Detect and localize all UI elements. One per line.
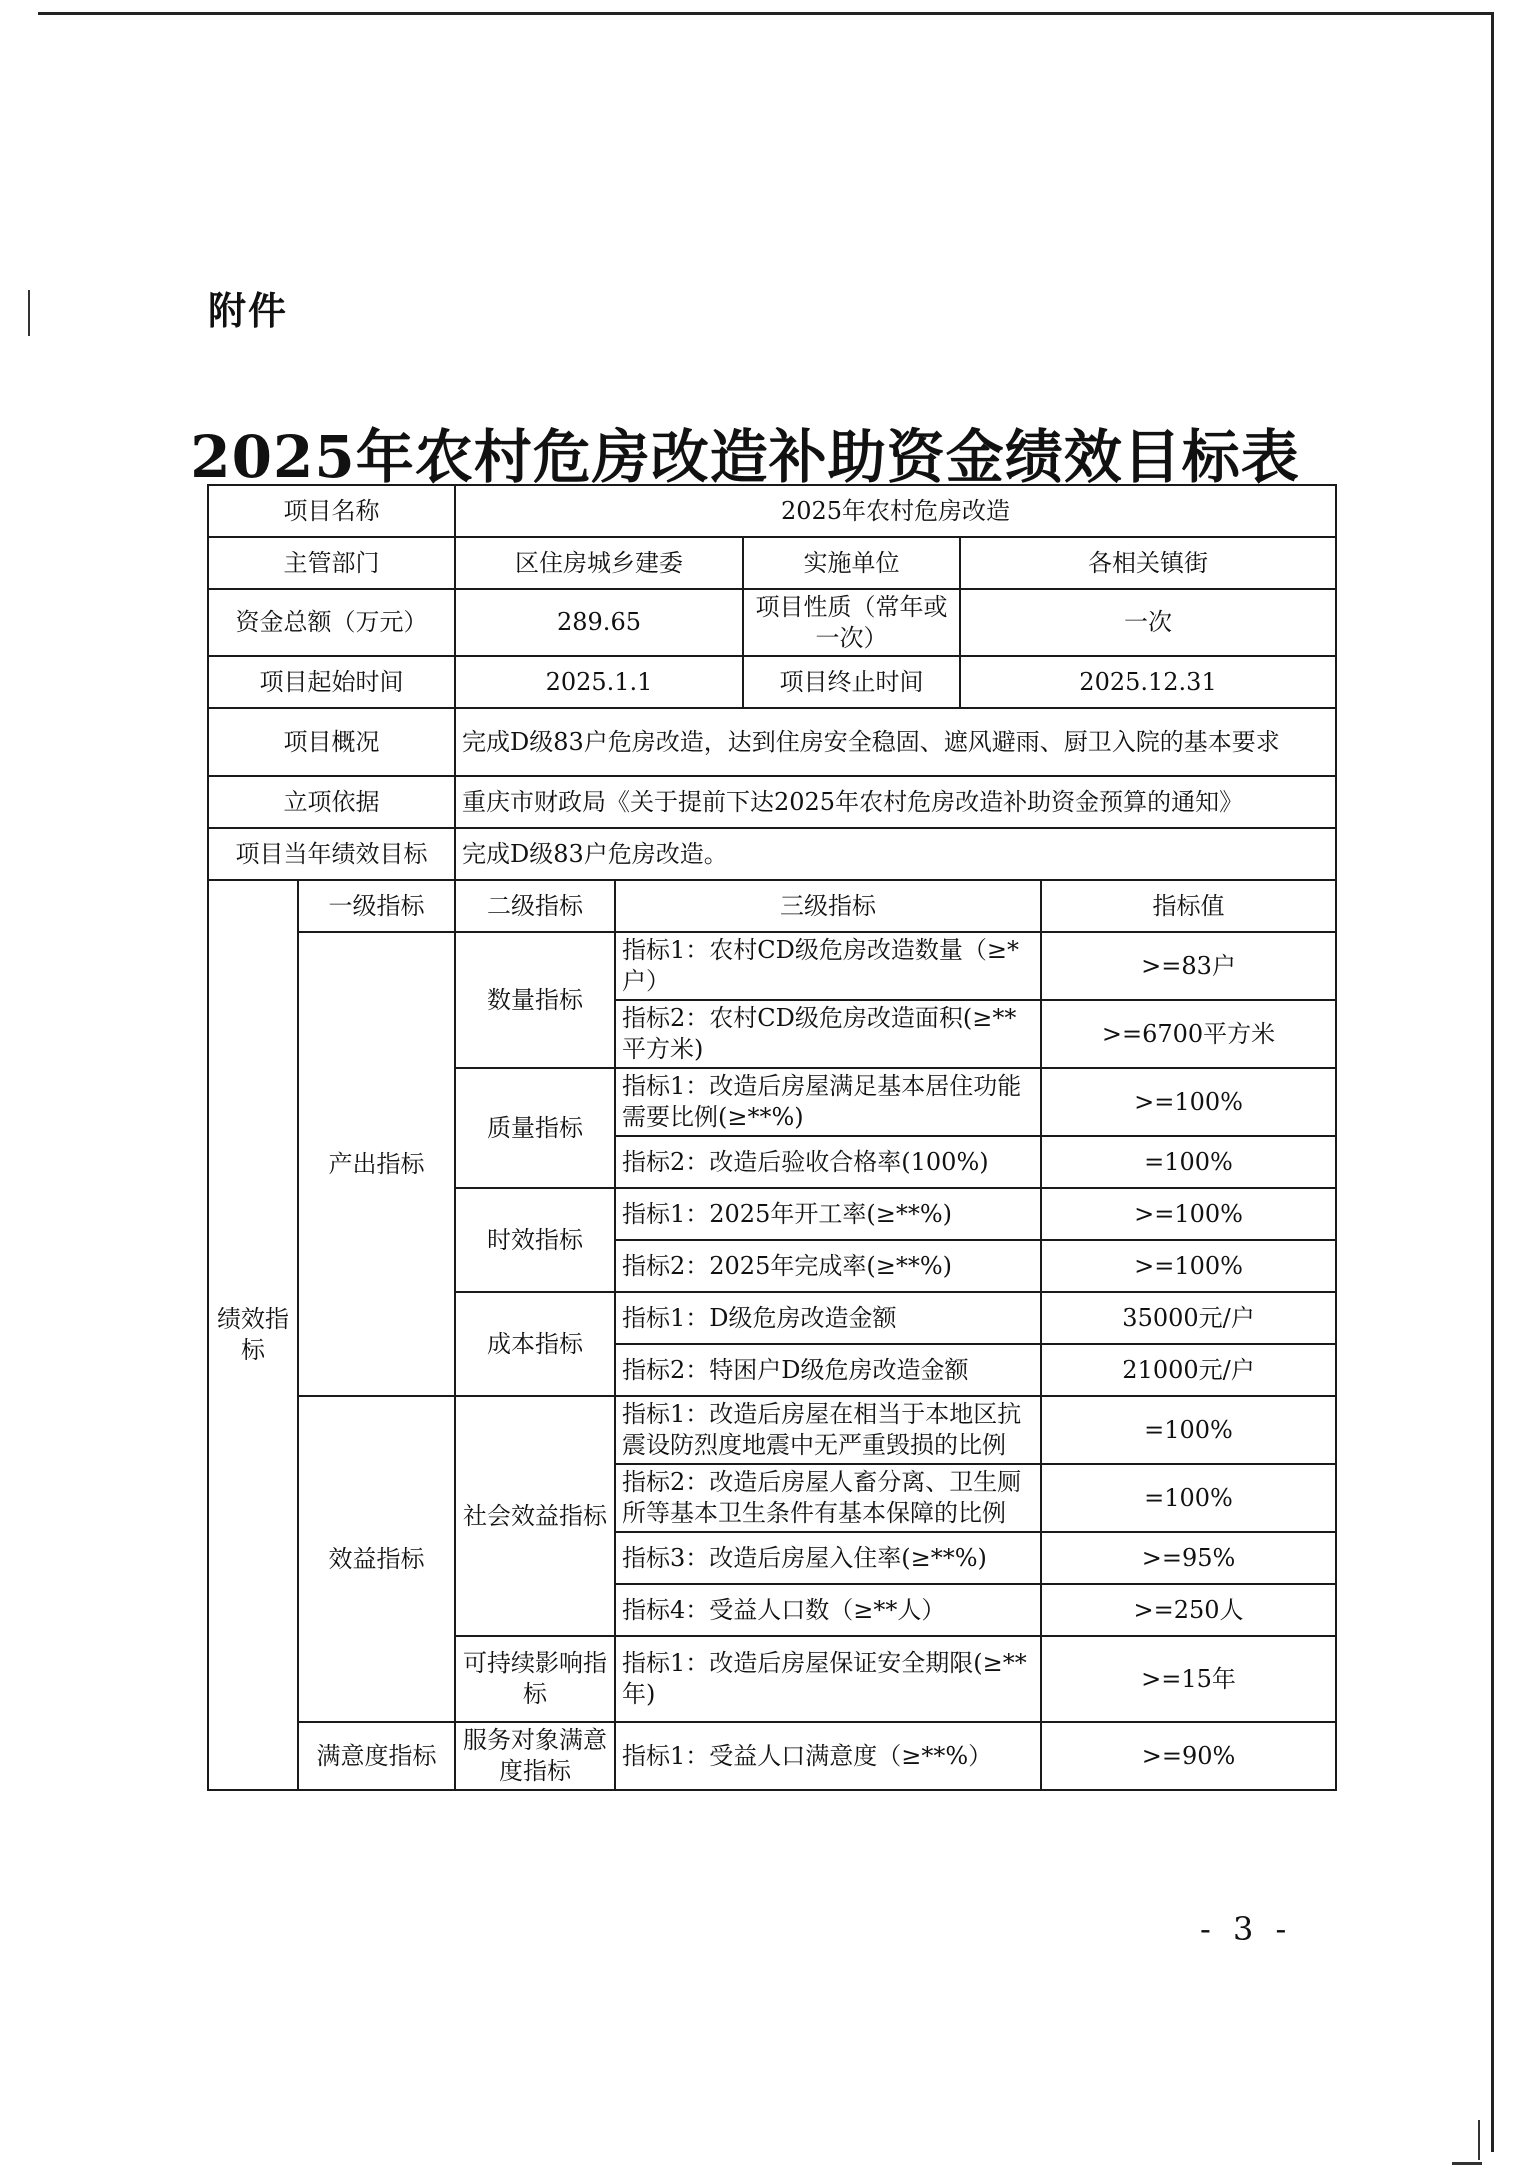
- indicator-value: 21000元/户: [1041, 1344, 1336, 1396]
- indicator-value: >=95%: [1041, 1532, 1336, 1584]
- header-level3: 三级指标: [615, 880, 1041, 932]
- fund-label: 资金总额（万元）: [208, 589, 455, 656]
- page-number: - 3 -: [1200, 1910, 1293, 1948]
- indicator-text: 指标2：农村CD级危房改造面积(≥**平方米): [615, 1000, 1041, 1068]
- cost-indicator-label: 成本指标: [455, 1292, 615, 1396]
- quality-indicator-label: 质量指标: [455, 1068, 615, 1188]
- table-row: [208, 932, 1336, 999]
- document-title: 2025年农村危房改造补助资金绩效目标表: [190, 423, 1300, 491]
- project-name-label: 项目名称: [208, 485, 455, 537]
- header-level1: 一级指标: [298, 880, 455, 932]
- indicator-text: 指标1：改造后房屋保证安全期限(≥**年): [615, 1636, 1041, 1722]
- row-goal: [208, 828, 1336, 880]
- scan-mark-left: [28, 290, 30, 336]
- table-row: [208, 1722, 1336, 1790]
- indicator-value: >=90%: [1041, 1722, 1336, 1790]
- end-label: 项目终止时间: [743, 656, 960, 708]
- goal-value: 完成D级83户危房改造。: [455, 828, 1336, 880]
- indicator-text: 指标3：改造后房屋入住率(≥**%): [615, 1532, 1041, 1584]
- indicator-text: 指标2：2025年完成率(≥**%): [615, 1240, 1041, 1292]
- row-department: [208, 537, 1336, 589]
- basis-value: 重庆市财政局《关于提前下达2025年农村危房改造补助资金预算的通知》: [455, 776, 1336, 828]
- indicator-text: 指标1：改造后房屋在相当于本地区抗震设防烈度地震中无严重毁损的比例: [615, 1396, 1041, 1464]
- quantity-indicator-label: 数量指标: [455, 932, 615, 1067]
- start-label: 项目起始时间: [208, 656, 455, 708]
- indicator-text: 指标1：受益人口满意度（≥**%）: [615, 1722, 1041, 1790]
- impl-label: 实施单位: [743, 537, 960, 589]
- indicator-value: >=6700平方米: [1041, 1000, 1336, 1068]
- overview-label: 项目概况: [208, 708, 455, 776]
- dept-value: 区住房城乡建委: [455, 537, 743, 589]
- attachment-label: 附件: [208, 288, 289, 333]
- output-indicator-label: 产出指标: [298, 932, 455, 1395]
- overview-value: 完成D级83户危房改造，达到住房安全稳固、遮风避雨、厨卫入院的基本要求: [455, 708, 1336, 776]
- performance-indicator-label: 绩效指标: [208, 880, 298, 1789]
- row-fund: [208, 589, 1336, 656]
- impl-value: 各相关镇街: [960, 537, 1336, 589]
- indicator-value: >=100%: [1041, 1188, 1336, 1240]
- indicator-text: 指标1：农村CD级危房改造数量（≥*户）: [615, 932, 1041, 999]
- row-basis: [208, 776, 1336, 828]
- indicator-value: >=15年: [1041, 1636, 1336, 1722]
- indicator-value: =100%: [1041, 1464, 1336, 1532]
- timeliness-indicator-label: 时效指标: [455, 1188, 615, 1292]
- row-period: [208, 656, 1336, 708]
- sustainable-impact-indicator-label: 可持续影响指标: [455, 1636, 615, 1722]
- service-satisfaction-indicator-label: 服务对象满意度指标: [455, 1722, 615, 1790]
- indicator-text: 指标1：改造后房屋满足基本居住功能需要比例(≥**%): [615, 1068, 1041, 1136]
- indicator-value: >=83户: [1041, 932, 1336, 999]
- benefit-indicator-label: 效益指标: [298, 1396, 455, 1722]
- indicator-header-row: [208, 880, 1336, 932]
- indicator-value: 35000元/户: [1041, 1292, 1336, 1344]
- nature-value: 一次: [960, 589, 1336, 656]
- fund-value: 289.65: [455, 589, 743, 656]
- indicator-value: =100%: [1041, 1136, 1336, 1188]
- indicator-text: 指标1：D级危房改造金额: [615, 1292, 1041, 1344]
- indicator-text: 指标2：改造后验收合格率(100%): [615, 1136, 1041, 1188]
- dept-label: 主管部门: [208, 537, 455, 589]
- scan-border-right: [1491, 12, 1494, 2152]
- end-value: 2025.12.31: [960, 656, 1336, 708]
- nature-label: 项目性质（常年或一次）: [743, 589, 960, 656]
- satisfaction-indicator-label: 满意度指标: [298, 1722, 455, 1790]
- indicator-text: 指标1：2025年开工率(≥**%): [615, 1188, 1041, 1240]
- indicator-text: 指标4：受益人口数（≥**人）: [615, 1584, 1041, 1636]
- scan-border-top: [38, 12, 1493, 15]
- header-level2: 二级指标: [455, 880, 615, 932]
- indicator-text: 指标2：特困户D级危房改造金额: [615, 1344, 1041, 1396]
- goal-label: 项目当年绩效目标: [208, 828, 455, 880]
- header-value: 指标值: [1041, 880, 1336, 932]
- row-project-name: [208, 485, 1336, 537]
- indicator-value: =100%: [1041, 1396, 1336, 1464]
- social-benefit-indicator-label: 社会效益指标: [455, 1396, 615, 1636]
- table-row: [208, 1396, 1336, 1464]
- indicator-value: >=100%: [1041, 1240, 1336, 1292]
- indicator-value: >=250人: [1041, 1584, 1336, 1636]
- start-value: 2025.1.1: [455, 656, 743, 708]
- project-name-value: 2025年农村危房改造: [455, 485, 1336, 537]
- indicator-value: >=100%: [1041, 1068, 1336, 1136]
- basis-label: 立项依据: [208, 776, 455, 828]
- scan-mark-right: [1478, 2120, 1480, 2160]
- performance-target-table: [207, 484, 1337, 1791]
- indicator-text: 指标2：改造后房屋人畜分离、卫生厕所等基本卫生条件有基本保障的比例: [615, 1464, 1041, 1532]
- row-overview: [208, 708, 1336, 776]
